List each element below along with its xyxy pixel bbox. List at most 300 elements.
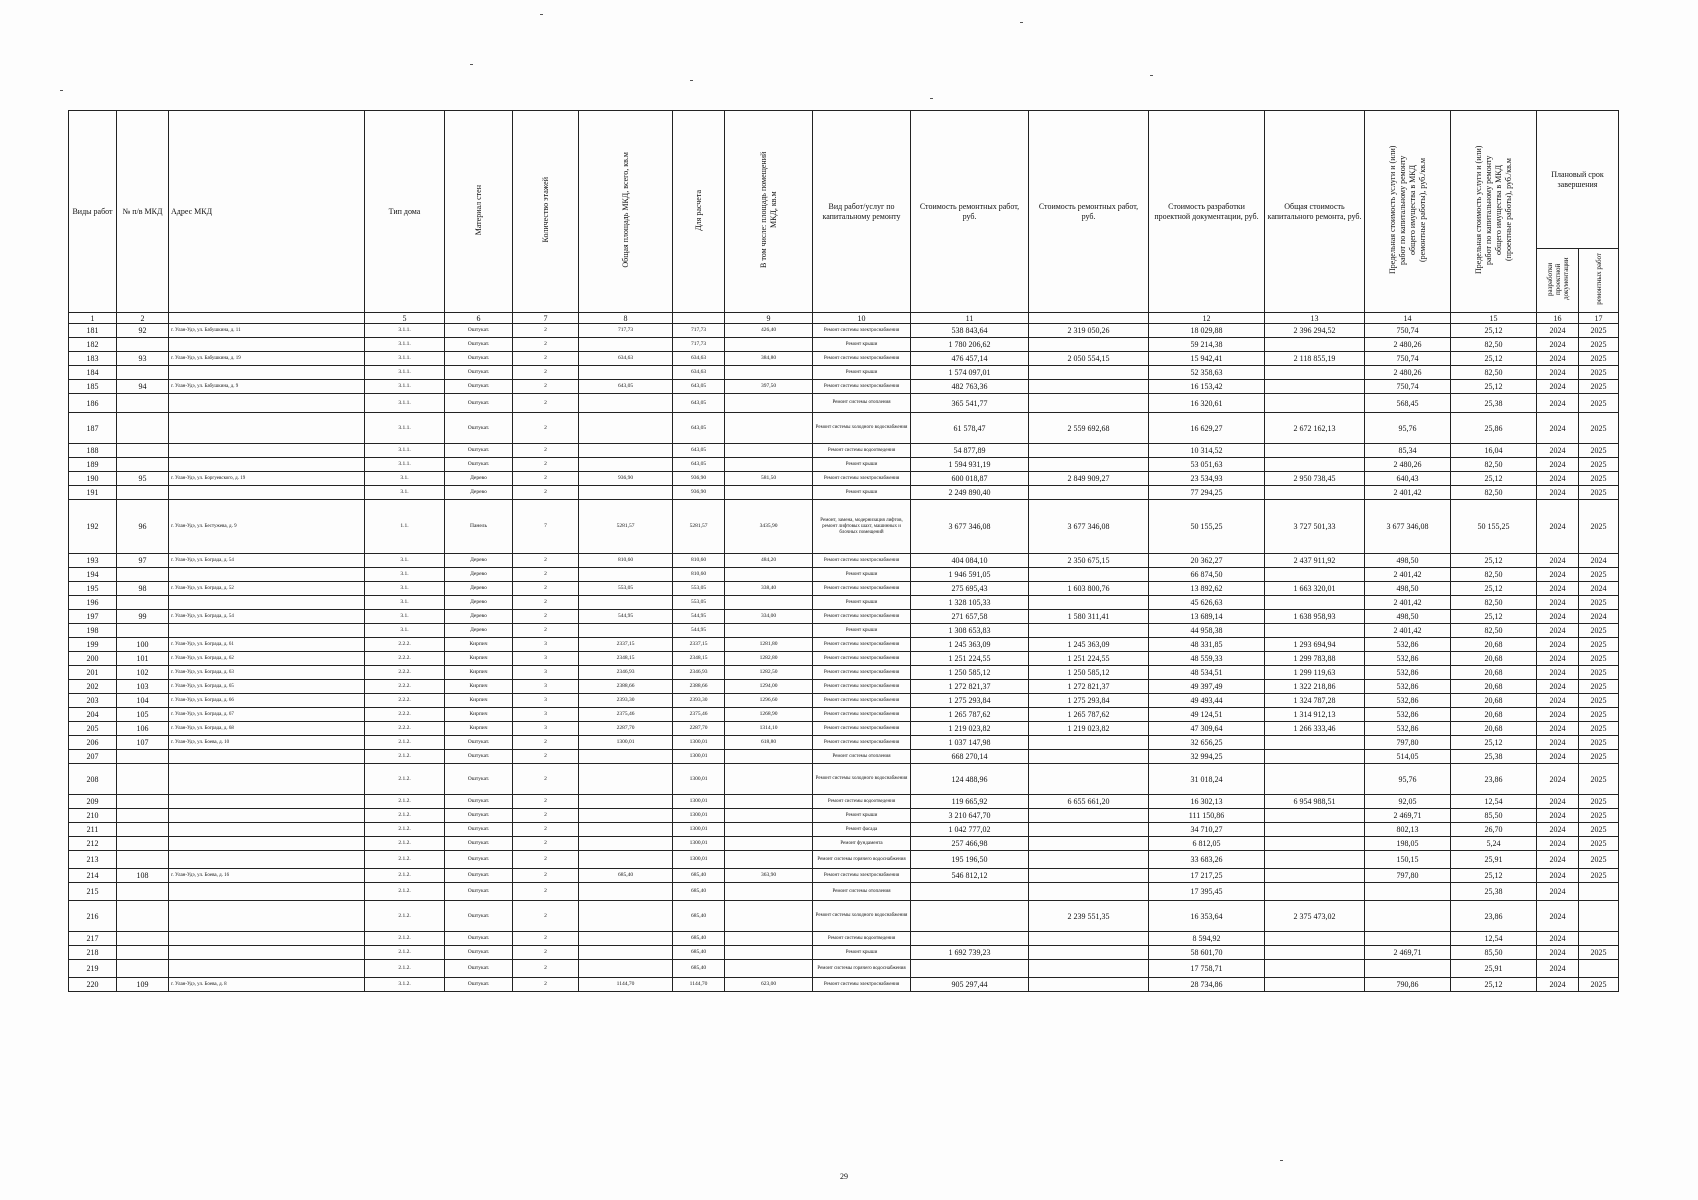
cell-address: г. Улан-Удэ, ул. Бограда, д. 66: [169, 694, 365, 708]
cell-calc-area: 1300,01: [673, 823, 725, 837]
cell-mkd-number: [117, 946, 169, 960]
cell-limit-works: 2 480,26: [1365, 458, 1451, 472]
col-num: 11: [911, 313, 1029, 324]
cell-term-works: 2025: [1579, 809, 1619, 823]
cell-term-works: 2024: [1579, 610, 1619, 624]
cell-design-cost: 6 812,05: [1149, 837, 1265, 851]
cell-house-type: 2.1.2.: [365, 946, 445, 960]
cell-mkd-number: [117, 764, 169, 795]
cell-limit-design: 12,54: [1451, 795, 1537, 809]
cell-limit-design: 23,86: [1451, 901, 1537, 932]
cell-term-works: 2025: [1579, 823, 1619, 837]
cell-limit-works: [1365, 883, 1451, 901]
cell-floors: 2: [513, 472, 579, 486]
cell-total-cost: [1265, 568, 1365, 582]
cell-repair-cost: 668 270,14: [911, 750, 1029, 764]
cell-term-works: 2025: [1579, 722, 1619, 736]
cell-work-kind: Ремонт системы водоотведения: [813, 932, 911, 946]
col-num: 16: [1537, 313, 1579, 324]
cell-calc-area: 544,95: [673, 610, 725, 624]
cell-calc-area: 2348,15: [673, 652, 725, 666]
cell-total-cost: [1265, 596, 1365, 610]
cell-repair-cost-total: 1 272 821,37: [1029, 680, 1149, 694]
cell-house-type: 3.1.: [365, 568, 445, 582]
cell-total-area: [579, 458, 673, 472]
cell-wall-material: Оштукат.: [445, 869, 513, 883]
cell-row-number: 181: [69, 324, 117, 338]
cell-house-type: 3.1.: [365, 610, 445, 624]
cell-total-cost: [1265, 946, 1365, 960]
cell-wall-material: Оштукат.: [445, 338, 513, 352]
cell-term-design: 2024: [1537, 554, 1579, 568]
cell-limit-design: 25,12: [1451, 582, 1537, 596]
cell-row-number: 183: [69, 352, 117, 366]
cell-floors: 2: [513, 413, 579, 444]
cell-term-works: 2025: [1579, 869, 1619, 883]
cell-term-design: 2024: [1537, 568, 1579, 582]
cell-repair-cost-total: 2 849 909,27: [1029, 472, 1149, 486]
cell-wall-material: Кирпич: [445, 638, 513, 652]
cell-floors: 2: [513, 736, 579, 750]
cell-floors: 2: [513, 883, 579, 901]
cell-calc-area: 634,63: [673, 366, 725, 380]
cell-wall-material: Оштукат.: [445, 795, 513, 809]
cell-mkd-number: [117, 851, 169, 869]
cell-limit-works: 532,86: [1365, 694, 1451, 708]
cell-wall-material: Оштукат.: [445, 837, 513, 851]
cell-house-type: 2.2.2.: [365, 666, 445, 680]
cell-wall-material: Дерево: [445, 472, 513, 486]
cell-row-number: 195: [69, 582, 117, 596]
cell-floors: 2: [513, 750, 579, 764]
cell-work-kind: Ремонт системы горячего водоснабжения: [813, 851, 911, 869]
cell-address: г. Улан-Удэ, ул. Бабушкина, д. 9: [169, 380, 365, 394]
cell-repair-cost: 1 594 931,19: [911, 458, 1029, 472]
cell-row-number: 187: [69, 413, 117, 444]
cell-term-design: 2024: [1537, 750, 1579, 764]
cell-limit-design: 82,50: [1451, 486, 1537, 500]
cell-row-number: 194: [69, 568, 117, 582]
cell-total-cost: 1 322 218,86: [1265, 680, 1365, 694]
cell-term-design: 2024: [1537, 869, 1579, 883]
cell-row-number: 220: [69, 978, 117, 992]
cell-repair-cost-total: 1 251 224,55: [1029, 652, 1149, 666]
cell-house-type: 2.1.2.: [365, 809, 445, 823]
cell-floors: 3: [513, 638, 579, 652]
cell-limit-works: 498,50: [1365, 610, 1451, 624]
cell-design-cost: 52 358,63: [1149, 366, 1265, 380]
scan-speck: [60, 90, 63, 91]
table-row: [69, 708, 1619, 722]
cell-design-cost: 34 710,27: [1149, 823, 1265, 837]
cell-repair-cost-total: [1029, 366, 1149, 380]
cell-premises-area: 334,00: [725, 610, 813, 624]
cell-total-area: 2348,15: [579, 652, 673, 666]
cell-repair-cost: [911, 932, 1029, 946]
cell-limit-design: 25,38: [1451, 883, 1537, 901]
cell-house-type: 2.2.2.: [365, 652, 445, 666]
cell-repair-cost-total: [1029, 380, 1149, 394]
cell-address: [169, 624, 365, 638]
cell-premises-area: [725, 946, 813, 960]
cell-calc-area: 643,05: [673, 394, 725, 413]
cell-address: [169, 596, 365, 610]
cell-total-area: 717,73: [579, 324, 673, 338]
cell-repair-cost-total: [1029, 960, 1149, 978]
cell-house-type: 2.1.2.: [365, 736, 445, 750]
cell-mkd-number: [117, 901, 169, 932]
cell-limit-works: 3 677 346,08: [1365, 500, 1451, 554]
cell-total-cost: [1265, 869, 1365, 883]
cell-wall-material: Оштукат.: [445, 851, 513, 869]
table-row: [69, 652, 1619, 666]
cell-floors: 2: [513, 809, 579, 823]
cell-house-type: 3.1.: [365, 624, 445, 638]
cell-total-area: 685,40: [579, 869, 673, 883]
cell-total-area: [579, 809, 673, 823]
table-row: [69, 869, 1619, 883]
cell-total-area: [579, 823, 673, 837]
cell-repair-cost: 482 763,36: [911, 380, 1029, 394]
cell-repair-cost-total: [1029, 486, 1149, 500]
cell-limit-works: 750,74: [1365, 380, 1451, 394]
table-row: [69, 394, 1619, 413]
cell-address: г. Улан-Удэ, ул. Бограда, д. 61: [169, 638, 365, 652]
cell-work-kind: Ремонт системы электроснабжения: [813, 652, 911, 666]
cell-total-cost: 2 672 162,13: [1265, 413, 1365, 444]
cell-row-number: 193: [69, 554, 117, 568]
cell-repair-cost-total: [1029, 736, 1149, 750]
cell-design-cost: 33 683,26: [1149, 851, 1265, 869]
cell-design-cost: 31 018,24: [1149, 764, 1265, 795]
col-num: 10: [813, 313, 911, 324]
col-num: 5: [365, 313, 445, 324]
cell-term-works: 2025: [1579, 352, 1619, 366]
cell-calc-area: 1300,01: [673, 851, 725, 869]
cell-limit-works: 150,15: [1365, 851, 1451, 869]
cell-design-cost: 16 320,61: [1149, 394, 1265, 413]
capital-repair-table: [68, 110, 1619, 992]
cell-mkd-number: [117, 624, 169, 638]
cell-mkd-number: [117, 837, 169, 851]
cell-total-cost: 1 638 958,93: [1265, 610, 1365, 624]
cell-total-area: [579, 338, 673, 352]
cell-limit-works: 2 401,42: [1365, 486, 1451, 500]
cell-total-area: [579, 851, 673, 869]
cell-premises-area: [725, 764, 813, 795]
cell-total-area: [579, 932, 673, 946]
cell-repair-cost: 3 210 647,70: [911, 809, 1029, 823]
table-row: [69, 624, 1619, 638]
cell-work-kind: Ремонт системы водоотведения: [813, 444, 911, 458]
cell-design-cost: 49 124,51: [1149, 708, 1265, 722]
cell-repair-cost-total: [1029, 932, 1149, 946]
table-row: [69, 596, 1619, 610]
cell-floors: 2: [513, 486, 579, 500]
cell-total-area: [579, 394, 673, 413]
cell-mkd-number: [117, 809, 169, 823]
cell-address: г. Улан-Удэ, ул. Бограда, д. 52: [169, 582, 365, 596]
cell-term-works: 2025: [1579, 795, 1619, 809]
cell-repair-cost: 1 250 585,12: [911, 666, 1029, 680]
cell-total-cost: 2 118 855,19: [1265, 352, 1365, 366]
cell-limit-works: 92,05: [1365, 795, 1451, 809]
cell-limit-works: 750,74: [1365, 352, 1451, 366]
cell-repair-cost: 1 275 293,84: [911, 694, 1029, 708]
cell-total-area: 2287,70: [579, 722, 673, 736]
cell-total-area: [579, 837, 673, 851]
cell-limit-design: 20,68: [1451, 722, 1537, 736]
cell-term-design: 2024: [1537, 352, 1579, 366]
cell-row-number: 212: [69, 837, 117, 851]
cell-limit-design: 82,50: [1451, 338, 1537, 352]
cell-row-number: 200: [69, 652, 117, 666]
cell-premises-area: [725, 809, 813, 823]
cell-premises-area: [725, 568, 813, 582]
cell-term-works: 2025: [1579, 666, 1619, 680]
cell-address: [169, 823, 365, 837]
cell-repair-cost-total: [1029, 883, 1149, 901]
cell-design-cost: 48 534,51: [1149, 666, 1265, 680]
cell-total-cost: [1265, 823, 1365, 837]
cell-address: г. Улан-Удэ, ул. Бограда, д. 67: [169, 708, 365, 722]
cell-design-cost: 32 656,25: [1149, 736, 1265, 750]
cell-mkd-number: 96: [117, 500, 169, 554]
cell-wall-material: Панель: [445, 500, 513, 554]
cell-total-cost: 6 954 988,51: [1265, 795, 1365, 809]
cell-row-number: 182: [69, 338, 117, 352]
cell-total-cost: [1265, 444, 1365, 458]
scan-speck: [470, 64, 473, 65]
cell-repair-cost-total: [1029, 624, 1149, 638]
cell-term-design: 2024: [1537, 638, 1579, 652]
cell-row-number: 198: [69, 624, 117, 638]
cell-calc-area: 2388,66: [673, 680, 725, 694]
cell-term-works: [1579, 883, 1619, 901]
cell-repair-cost: 1 308 653,83: [911, 624, 1029, 638]
cell-term-design: 2024: [1537, 596, 1579, 610]
cell-wall-material: Оштукат.: [445, 978, 513, 992]
cell-repair-cost: 365 541,77: [911, 394, 1029, 413]
cell-design-cost: 8 594,92: [1149, 932, 1265, 946]
cell-wall-material: Оштукат.: [445, 932, 513, 946]
cell-premises-area: [725, 366, 813, 380]
cell-total-area: [579, 568, 673, 582]
cell-premises-area: [725, 960, 813, 978]
cell-term-design: 2024: [1537, 883, 1579, 901]
cell-address: [169, 444, 365, 458]
table-row: [69, 750, 1619, 764]
cell-term-works: 2025: [1579, 596, 1619, 610]
cell-address: г. Улан-Удэ, ул. Бограда, д. 62: [169, 652, 365, 666]
cell-term-design: 2024: [1537, 610, 1579, 624]
cell-total-area: [579, 624, 673, 638]
cell-calc-area: 685,40: [673, 932, 725, 946]
cell-term-works: 2025: [1579, 458, 1619, 472]
cell-work-kind: Ремонт крыши: [813, 624, 911, 638]
cell-limit-works: [1365, 960, 1451, 978]
cell-work-kind: Ремонт крыши: [813, 946, 911, 960]
cell-mkd-number: [117, 823, 169, 837]
cell-calc-area: 936,90: [673, 472, 725, 486]
table-row: [69, 837, 1619, 851]
cell-term-design: 2024: [1537, 394, 1579, 413]
cell-repair-cost: 404 084,10: [911, 554, 1029, 568]
cell-limit-works: 532,86: [1365, 638, 1451, 652]
cell-work-kind: Ремонт системы электроснабжения: [813, 638, 911, 652]
cell-work-kind: Ремонт крыши: [813, 486, 911, 500]
cell-term-works: [1579, 932, 1619, 946]
cell-wall-material: Оштукат.: [445, 901, 513, 932]
cell-total-cost: 2 396 294,52: [1265, 324, 1365, 338]
cell-term-works: 2025: [1579, 394, 1619, 413]
cell-address: г. Улан-Удэ, ул. Бограда, д. 63: [169, 666, 365, 680]
cell-row-number: 190: [69, 472, 117, 486]
cell-work-kind: Ремонт системы электроснабжения: [813, 869, 911, 883]
cell-term-design: 2024: [1537, 764, 1579, 795]
cell-repair-cost-total: 1 250 585,12: [1029, 666, 1149, 680]
cell-house-type: 3.1.: [365, 486, 445, 500]
cell-premises-area: 484,20: [725, 554, 813, 568]
col-num: 7: [513, 313, 579, 324]
cell-design-cost: 28 734,86: [1149, 978, 1265, 992]
cell-house-type: 3.1.2.: [365, 978, 445, 992]
cell-term-design: 2024: [1537, 380, 1579, 394]
cell-premises-area: 1268,90: [725, 708, 813, 722]
cell-row-number: 185: [69, 380, 117, 394]
table-row: [69, 413, 1619, 444]
cell-total-cost: [1265, 750, 1365, 764]
cell-limit-design: 85,50: [1451, 809, 1537, 823]
cell-wall-material: Оштукат.: [445, 352, 513, 366]
cell-total-area: 643,05: [579, 380, 673, 394]
cell-address: [169, 413, 365, 444]
cell-calc-area: 2375,46: [673, 708, 725, 722]
cell-term-works: 2025: [1579, 500, 1619, 554]
cell-total-cost: [1265, 736, 1365, 750]
cell-design-cost: 50 155,25: [1149, 500, 1265, 554]
cell-calc-area: 634,63: [673, 352, 725, 366]
scan-speck: [1280, 1160, 1283, 1161]
cell-wall-material: Оштукат.: [445, 750, 513, 764]
cell-house-type: 2.1.2.: [365, 869, 445, 883]
cell-wall-material: Кирпич: [445, 708, 513, 722]
cell-mkd-number: 94: [117, 380, 169, 394]
cell-repair-cost-total: 2 559 692,68: [1029, 413, 1149, 444]
cell-repair-cost: 1 251 224,55: [911, 652, 1029, 666]
cell-repair-cost: 3 677 346,08: [911, 500, 1029, 554]
table-row: [69, 694, 1619, 708]
cell-limit-design: 25,12: [1451, 352, 1537, 366]
cell-repair-cost: 546 812,12: [911, 869, 1029, 883]
cell-total-area: [579, 596, 673, 610]
cell-repair-cost-total: [1029, 837, 1149, 851]
table-row: [69, 883, 1619, 901]
table-row: [69, 680, 1619, 694]
cell-row-number: 217: [69, 932, 117, 946]
cell-calc-area: 553,05: [673, 582, 725, 596]
header-limit-works: Предельная стоимость услуги и (или) работ по капитальному ремонту общего имущества в МКД (ремонтные работы), руб./кв.м: [1365, 111, 1451, 313]
cell-house-type: 3.1.1.: [365, 458, 445, 472]
cell-house-type: 1.1.: [365, 500, 445, 554]
col-num: 13: [1265, 313, 1365, 324]
cell-calc-area: 553,05: [673, 596, 725, 610]
cell-house-type: 2.2.2.: [365, 708, 445, 722]
cell-term-works: 2025: [1579, 413, 1619, 444]
cell-work-kind: Ремонт системы электроснабжения: [813, 582, 911, 596]
cell-repair-cost: [911, 901, 1029, 932]
cell-limit-works: 2 401,42: [1365, 624, 1451, 638]
cell-wall-material: Оштукат.: [445, 394, 513, 413]
cell-term-design: 2024: [1537, 680, 1579, 694]
cell-wall-material: Оштукат.: [445, 366, 513, 380]
cell-wall-material: Дерево: [445, 568, 513, 582]
cell-calc-area: 1300,01: [673, 809, 725, 823]
cell-wall-material: Кирпич: [445, 694, 513, 708]
cell-repair-cost: 538 843,64: [911, 324, 1029, 338]
cell-limit-design: 23,86: [1451, 764, 1537, 795]
cell-limit-design: 85,50: [1451, 946, 1537, 960]
cell-address: г. Улан-Удэ, ул. Боева, д. 10: [169, 736, 365, 750]
cell-term-design: 2024: [1537, 582, 1579, 596]
cell-repair-cost-total: [1029, 809, 1149, 823]
cell-wall-material: Оштукат.: [445, 444, 513, 458]
cell-mkd-number: [117, 366, 169, 380]
cell-repair-cost-total: [1029, 946, 1149, 960]
cell-floors: 2: [513, 568, 579, 582]
cell-total-cost: 2 950 738,45: [1265, 472, 1365, 486]
cell-term-design: 2024: [1537, 666, 1579, 680]
cell-work-kind: Ремонт системы электроснабжения: [813, 680, 911, 694]
cell-address: г. Улан-Удэ, ул. Боева, д. 16: [169, 869, 365, 883]
cell-limit-design: 16,04: [1451, 444, 1537, 458]
cell-mkd-number: [117, 444, 169, 458]
cell-term-works: [1579, 960, 1619, 978]
cell-total-area: [579, 486, 673, 500]
table-row: [69, 568, 1619, 582]
cell-row-number: 201: [69, 666, 117, 680]
cell-repair-cost-total: 2 239 551,35: [1029, 901, 1149, 932]
cell-floors: 2: [513, 978, 579, 992]
cell-term-works: 2025: [1579, 324, 1619, 338]
cell-address: [169, 901, 365, 932]
cell-work-kind: Ремонт крыши: [813, 458, 911, 472]
cell-premises-area: [725, 823, 813, 837]
col-num: [673, 313, 725, 324]
cell-design-cost: 47 309,64: [1149, 722, 1265, 736]
cell-calc-area: 2287,70: [673, 722, 725, 736]
cell-mkd-number: [117, 486, 169, 500]
cell-address: [169, 568, 365, 582]
cell-house-type: 2.2.2.: [365, 722, 445, 736]
cell-design-cost: 13 689,14: [1149, 610, 1265, 624]
cell-design-cost: 13 892,62: [1149, 582, 1265, 596]
cell-wall-material: Оштукат.: [445, 809, 513, 823]
cell-mkd-number: 107: [117, 736, 169, 750]
cell-repair-cost-total: 1 245 363,09: [1029, 638, 1149, 652]
cell-total-cost: [1265, 978, 1365, 992]
cell-premises-area: [725, 444, 813, 458]
cell-total-area: 1300,01: [579, 736, 673, 750]
header-design-cost: Стоимость разработки проектной документации, руб.: [1149, 111, 1265, 313]
cell-repair-cost-total: [1029, 869, 1149, 883]
cell-total-cost: [1265, 366, 1365, 380]
cell-repair-cost: 1 042 777,02: [911, 823, 1029, 837]
table-row: [69, 458, 1619, 472]
cell-total-cost: 3 727 501,33: [1265, 500, 1365, 554]
cell-row-number: 219: [69, 960, 117, 978]
cell-design-cost: 10 314,52: [1149, 444, 1265, 458]
